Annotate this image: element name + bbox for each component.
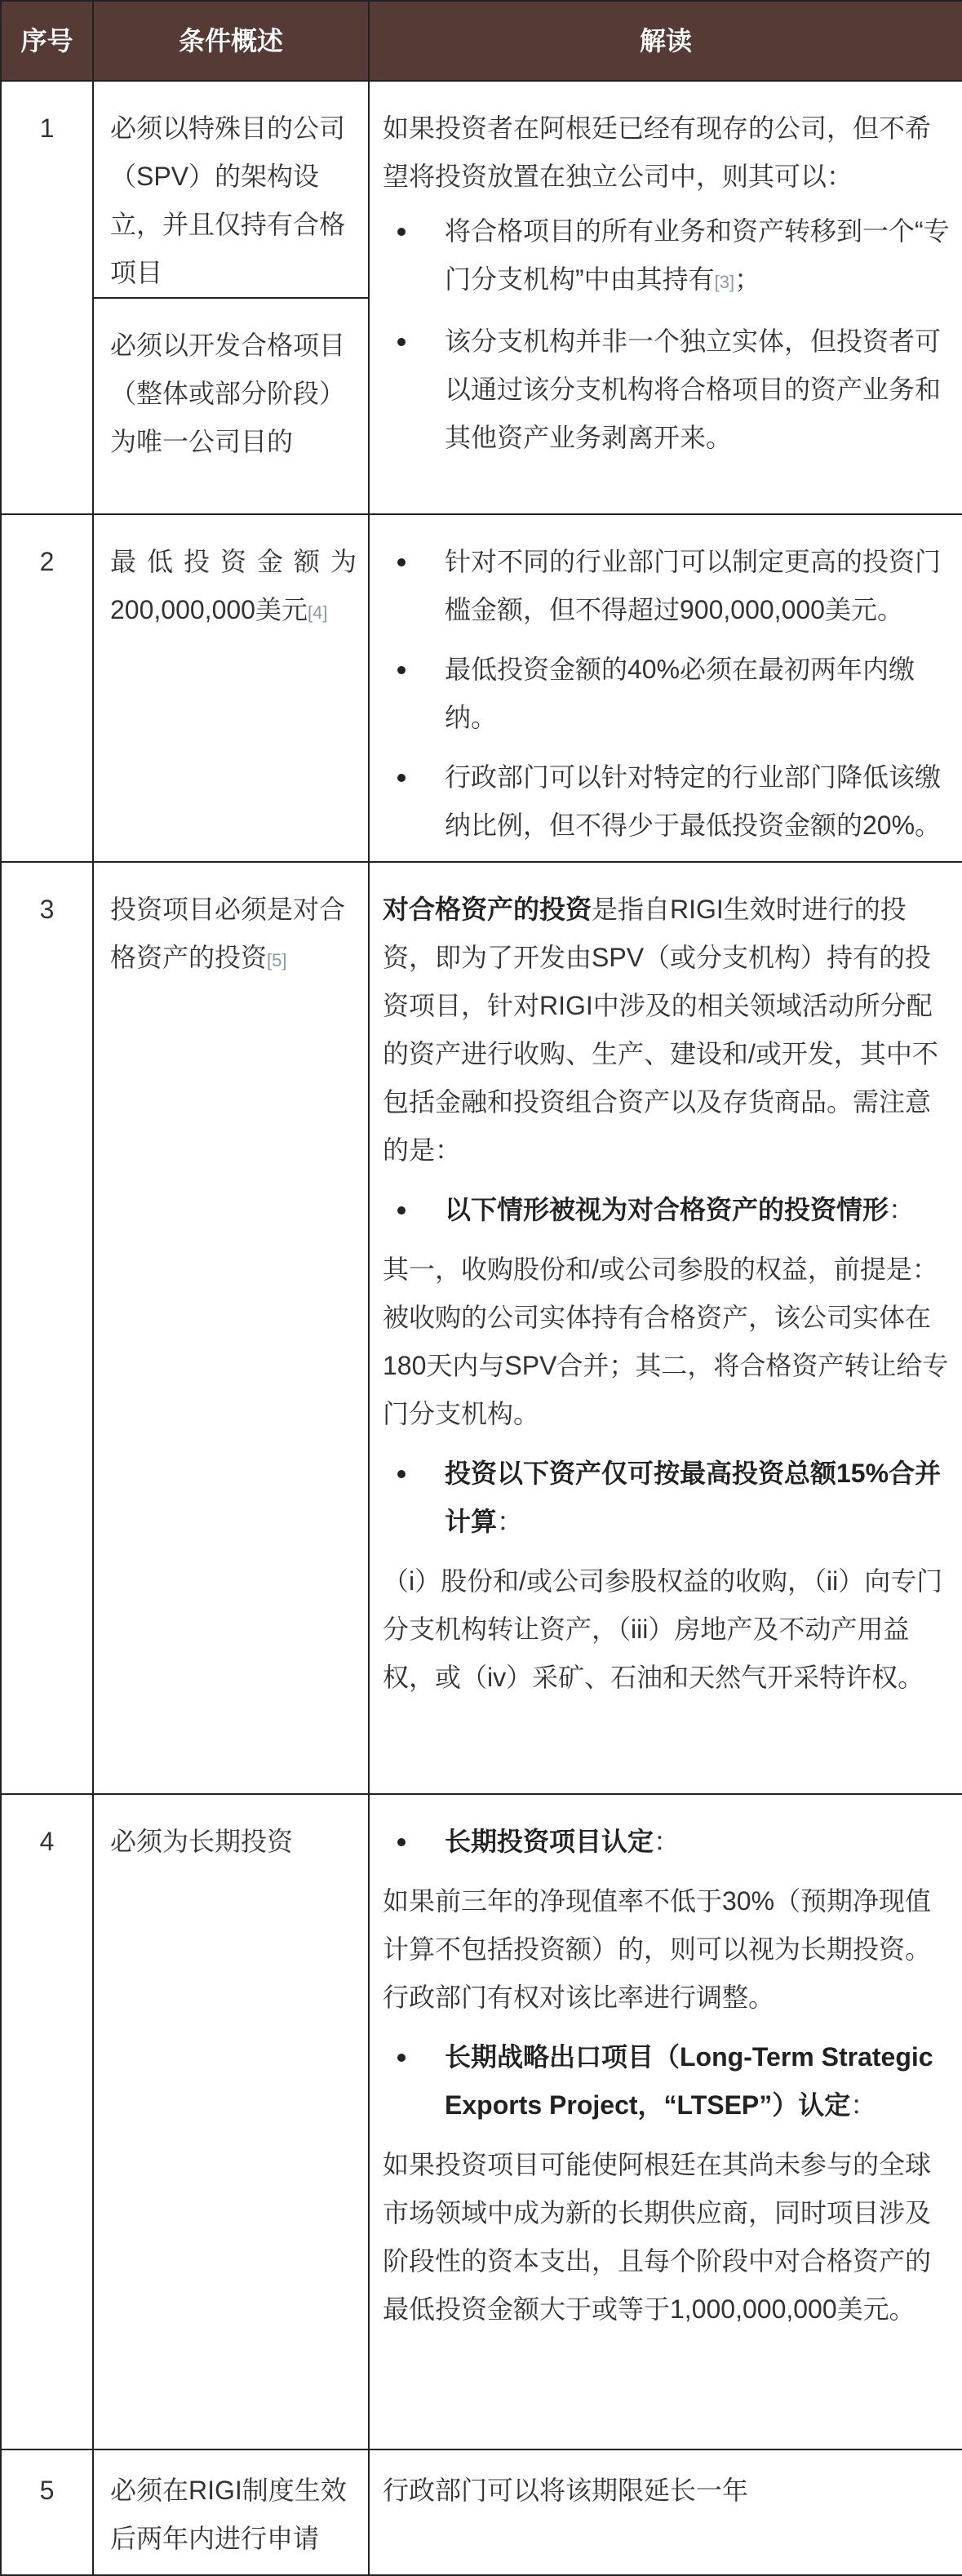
interpretation-intro: [383, 886, 951, 1175]
bold-term: 对合格资产的投资: [383, 895, 592, 924]
bullet-body: （i）股份和/或公司参股权益的收购，（ii）向专门分支机构转让资产，（iii）房地产及不动产用益权，或（iv）采矿、石油和天然气开采特许权。: [383, 1566, 943, 1692]
intro-text: 是指自RIGI生效时进行的投资，即为了开发由SPV（或分支机构）持有的投资项目，针对RIGI中涉及的相关领域活动所分配的资产进行收购、生产、建设和/或开发，其中不包括金融和投资组合资产以及存货商品。需注意的是：: [383, 895, 938, 1165]
colon: ：: [497, 1507, 524, 1536]
bullet-item: 行政部门可以针对特定的行业部门降低该缴纳比例，但不得少于最低投资金额的20%。: [383, 753, 951, 850]
footnote-link[interactable]: [4]: [307, 602, 328, 623]
condition-cell: [93, 862, 369, 1794]
condition-cell: 必须在RIGI制度生效后两年内进行申请: [93, 2449, 369, 2575]
bullet-body: 其一，收购股份和/或公司参股的权益，前提是：被收购的公司实体持有合格资产，该公司实体在180天内与SPV合并；其二，将合格资产转让给专门分支机构。: [383, 1255, 949, 1428]
condition-text: 最低投资金额为200,000,000美元: [110, 547, 357, 624]
bullet-item: 最低投资金额的40%必须在最初两年内缴纳。: [383, 646, 951, 742]
table-row: [1, 862, 962, 1794]
bullet-title: 投资以下资产仅可按最高投资总额15%合并计算: [445, 1459, 942, 1536]
row-number: 1: [1, 81, 93, 514]
colon: ：: [654, 1827, 680, 1856]
bullet-title: 长期战略出口项目（Long-Term Strategic Exports Project，“LTSEP”）认定: [445, 2042, 933, 2120]
interpretation-cell: [369, 514, 962, 862]
table-row: [1, 2449, 962, 2575]
interpretation-intro: 如果投资者在阿根廷已经有现存的公司，但不希望将投资放置在独立公司中，则其可以：: [383, 113, 932, 191]
bullet-item: [383, 207, 951, 306]
condition-cell: 必须以特殊目的公司（SPV）的架构设立，并且仅持有合格项目: [93, 81, 369, 298]
bullet-item: [383, 1818, 951, 1866]
table-header: [1, 1, 962, 81]
bullet-title: 以下情形被视为对合格资产的投资情形: [445, 1195, 889, 1224]
colon: ：: [889, 1195, 915, 1224]
footnote-link[interactable]: [5]: [267, 950, 287, 970]
bullet-item: [383, 1450, 951, 1546]
interpretation-cell: [369, 862, 962, 1794]
bullet-body: 如果投资项目可能使阿根廷在其尚未参与的全球市场领域中成为新的长期供应商，同时项目涉及阶段性的资本支出，且每个阶段中对合格资产的最低投资金额大于或等于1,000,000,000美元。: [383, 2150, 932, 2324]
bullet-tail: ；: [734, 264, 761, 294]
bullet-item: [383, 2033, 951, 2130]
row-number: 2: [1, 514, 93, 862]
bullet-text: 将合格项目的所有业务和资产转移到一个“专门分支机构”中由其持有: [445, 216, 950, 294]
footnote-link[interactable]: [3]: [714, 272, 735, 292]
interpretation-cell: 行政部门可以将该期限延长一年: [369, 2449, 962, 2575]
bullet-item: 该分支机构并非一个独立实体，但投资者可以通过该分支机构将合格项目的资产业务和其他资产业务剥离开来。: [383, 318, 951, 462]
bullet-item: 针对不同的行业部门可以制定更高的投资门槛金额，但不得超过900,000,000美元。: [383, 538, 951, 634]
table-row: [1, 81, 962, 298]
condition-cell: 必须为长期投资: [93, 1794, 369, 2449]
row-number: 4: [1, 1794, 93, 2449]
header-interpretation: 解读: [369, 1, 962, 81]
header-condition: 条件概述: [93, 1, 369, 81]
row-number: 5: [1, 2449, 93, 2575]
condition-text: 投资项目必须是对合格资产的投资: [110, 895, 346, 972]
colon: ：: [850, 2090, 877, 2120]
table-row: [1, 514, 962, 862]
condition-cell: 必须以开发合格项目（整体或部分阶段）为唯一公司目的: [93, 298, 369, 514]
bullet-item: [383, 1186, 951, 1234]
row-number: 3: [1, 862, 93, 1794]
header-no: 序号: [1, 1, 93, 81]
table-row: [1, 1794, 962, 2449]
bullet-title: 长期投资项目认定: [445, 1827, 654, 1856]
interpretation-cell: [369, 81, 962, 514]
bullet-body: 如果前三年的净现值率不低于30%（预期净现值计算不包括投资额）的，则可以视为长期投资。行政部门有权对该比率进行调整。: [383, 1886, 932, 2012]
interpretation-cell: [369, 1794, 962, 2449]
condition-cell: [93, 514, 369, 862]
